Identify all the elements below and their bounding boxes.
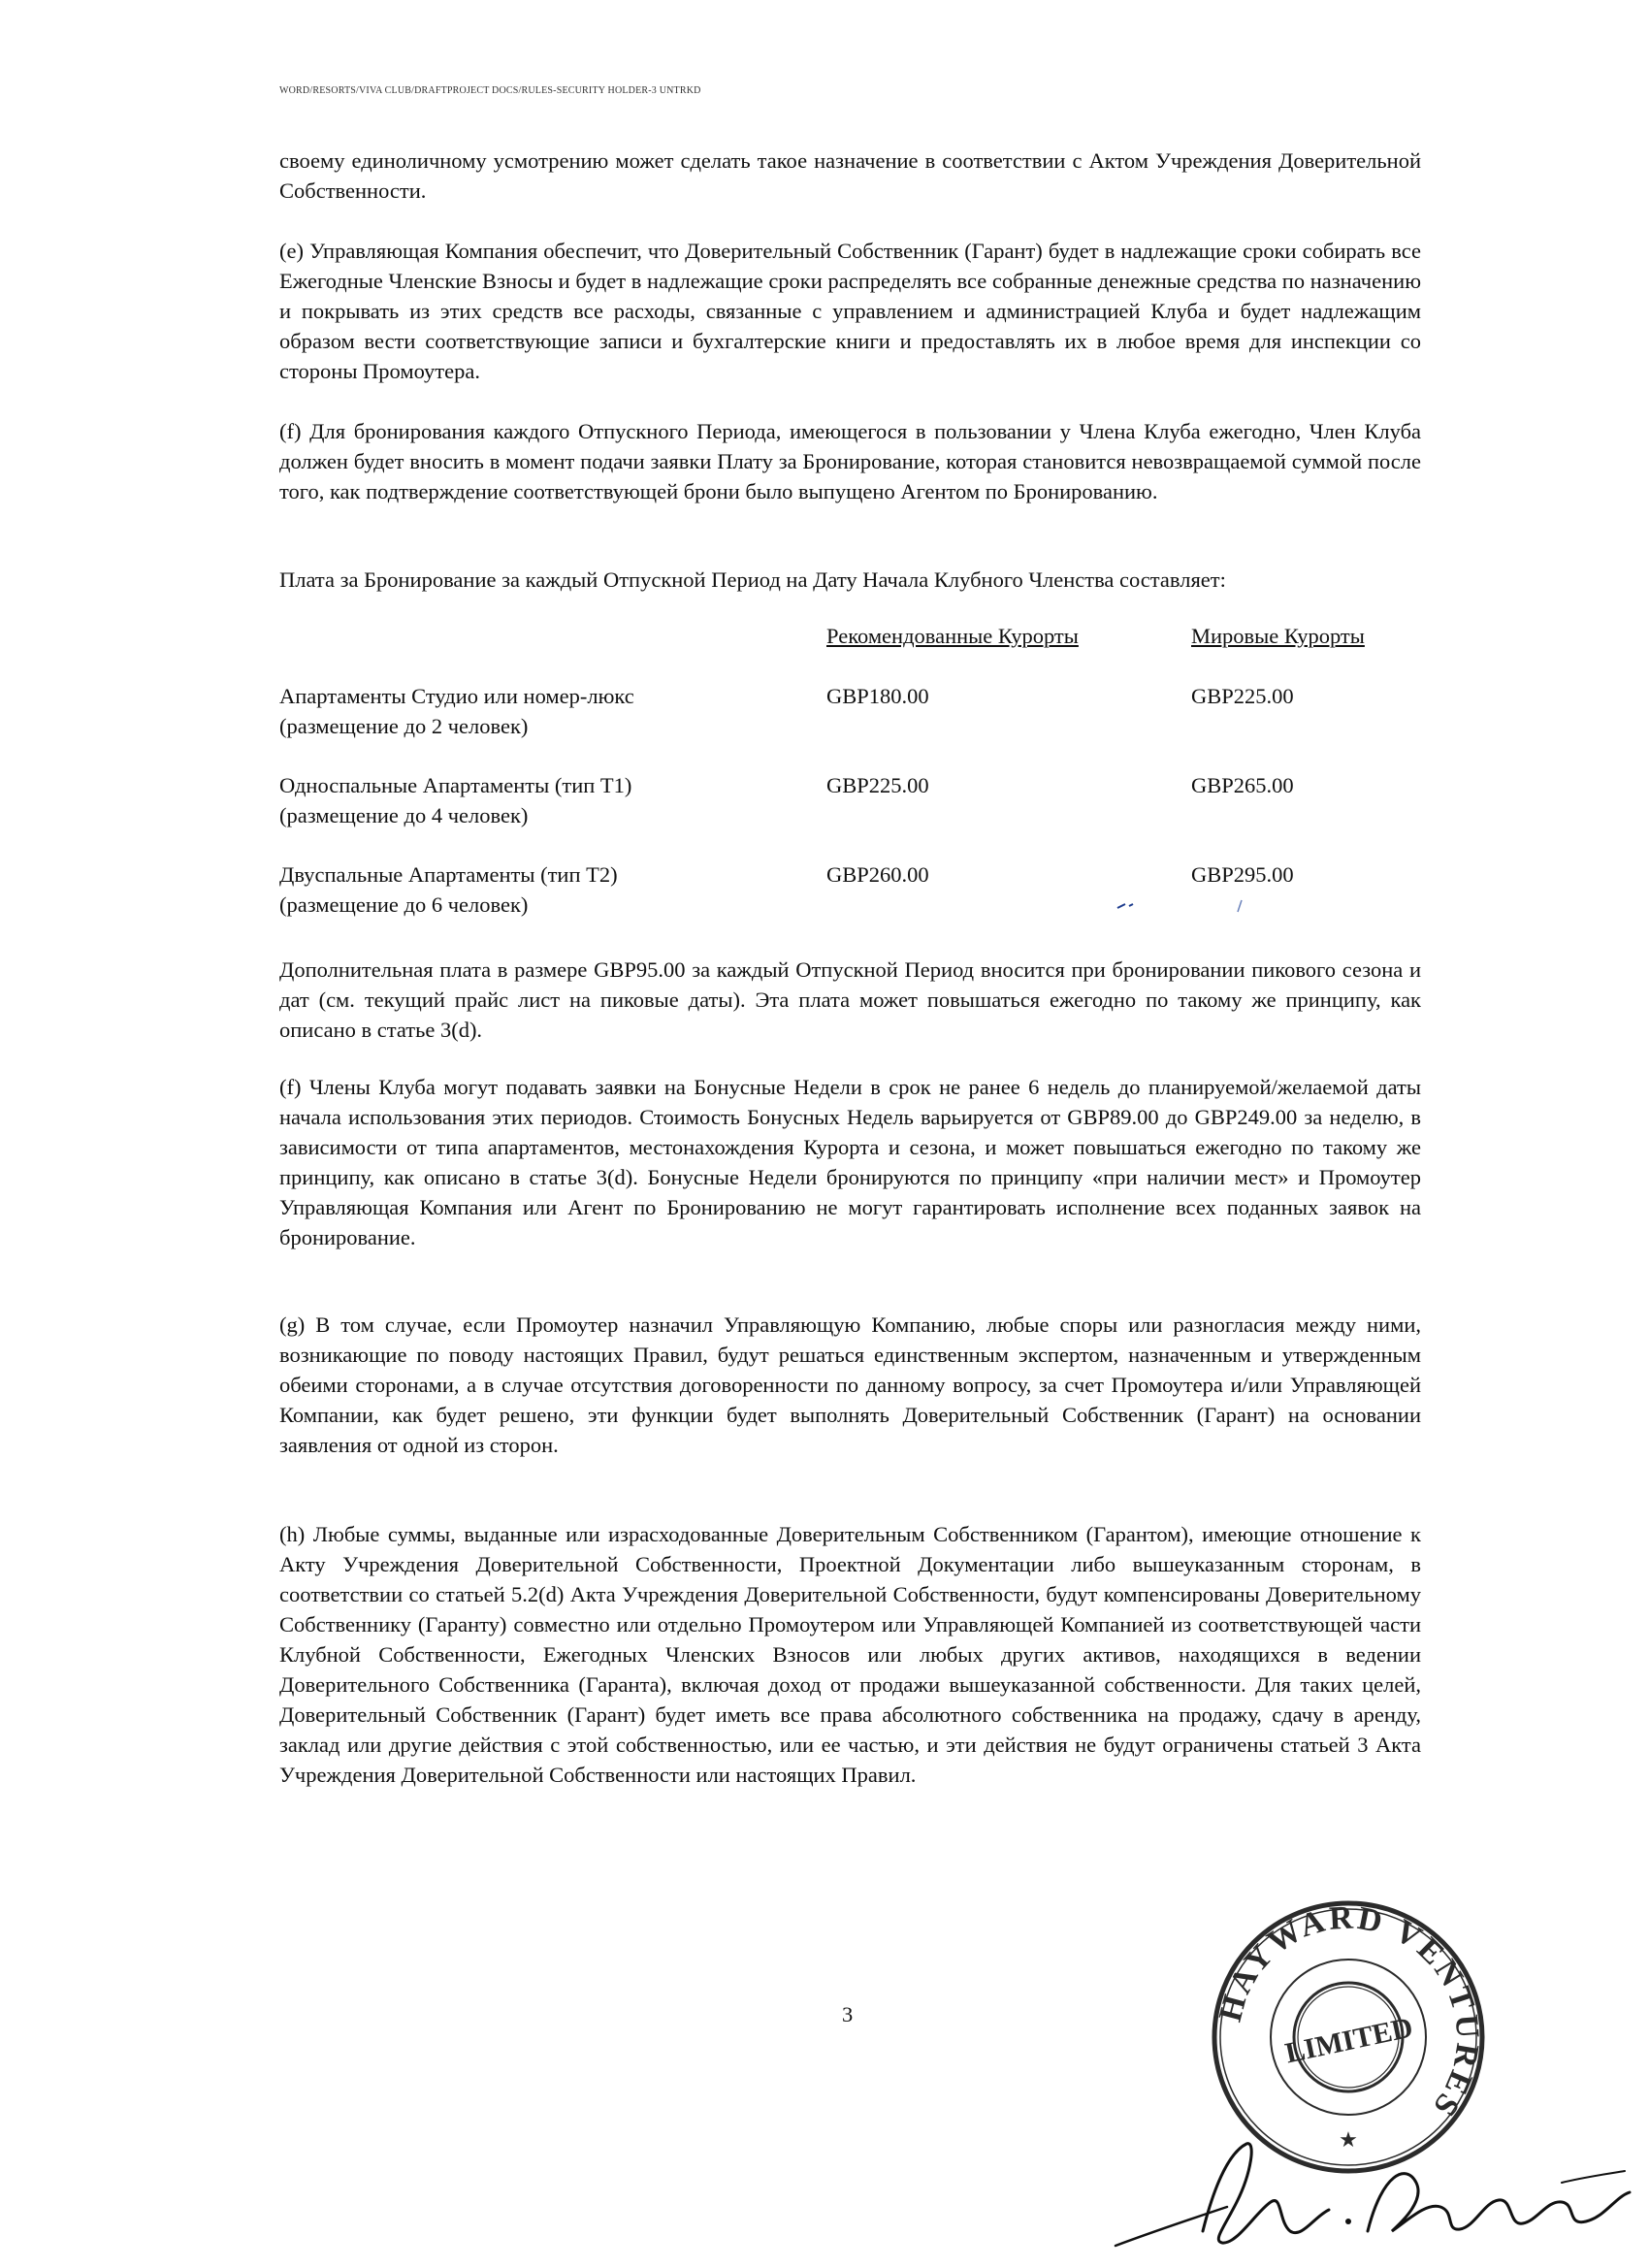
column-header-world-resorts: Мировые Курорты <box>1191 624 1365 648</box>
fee-row-studio <box>279 681 1421 743</box>
paragraph-h: (h) Любые суммы, выданные или израсходованные Доверительным Собственником (Гарантом), имеющие отношение к Акту Учреждения Доверительной Собственности, Проектной Документации либо вышеуказанным сторонам, в соответствии со статьей 5.2(d) Акта Учреждения Доверительной Собственности, будут компенсированы Доверительному Собственнику (Гаранту) совместно или отдельно Промоутером или Управляющей Компанией из соответствующей части Клубной Собственности, Ежегодных Членских Взносов или любых других активов, находящихся в ведении Доверительного Собственника (Гаранта), включая доход от продажи вышеуказанной собственности. Для таких целей, Доверительный Собственник (Гарант) будет иметь все права абсолютного собственника на продажу, сдачу в аренду, заклад или другие действия с этой собственностью, или ее частью, и эти действия не будут ограничены статьей 3 Акта Учреждения Доверительной Собственности или настоящих Правил. <box>279 1522 1421 1787</box>
fee-world-value: GBP295.00 <box>1191 862 1294 887</box>
fee-recommended-value: GBP260.00 <box>826 862 929 887</box>
column-header-recommended-resorts: Рекомендованные Курорты <box>826 624 1079 648</box>
fee-row-label: Односпальные Апартаменты (тип Т1) (размещение до 4 человек) <box>279 773 632 827</box>
paragraph-peak-surcharge: Дополнительная плата в размере GBP95.00 за каждый Отпускной Период вносится при бронировании пикового сезона и дат (см. текущий прайс лист на пиковые даты). Эта плата может повышаться ежегодно по такому же принципу, как описано в статье 3(d). <box>279 957 1421 1042</box>
ink-marks <box>1116 892 1261 931</box>
fee-world-value: GBP265.00 <box>1191 773 1294 797</box>
document-header-path: WORD/RESORTS/VIVA CLUB/DRAFTPROJECT DOCS/RULES-SECURITY HOLDER-3 UNTRKD <box>279 85 701 96</box>
fee-row-label: Апартаменты Студио или номер-люкс (размещение до 2 человек) <box>279 684 634 738</box>
paragraph-continuation: своему единоличному усмотрению может сделать такое назначение в соответствии с Актом Учреждения Доверительной Собственности. <box>279 148 1421 203</box>
paragraph-e: (е) Управляющая Компания обеспечит, что Доверительный Собственник (Гарант) будет в надлежащие сроки собирать все Ежегодные Членские Взносы и будет в надлежащие сроки распределять все собранные денежные средства по назначению и покрывать из этих средств все расходы, связанные с управлением и администрацией Клуба и будет надлежащим образом вести соответствующие записи и бухгалтерские книги и предоставлять их в любое время для инспекции со стороны Промоутера. <box>279 239 1421 383</box>
paragraph-g: (g) В том случае, если Промоутер назначил Управляющую Компанию, любые споры или разногласия между ними, возникающие по поводу настоящих Правил, будут решаться единственным экспертом, назначенным и утвержденным обеими сторонами, а в случае отсутствия договоренности по данному вопросу, за счет Промоутера и/или Управляющей Компании, как будет решено, эти функции будет выполнять Доверительный Собственник (Гарант) на основании заявления от одной из сторон. <box>279 1312 1421 1457</box>
page-number: 3 <box>842 2002 854 2026</box>
svg-text:★: ★ <box>1339 2128 1358 2153</box>
handwritten-signature <box>1057 2086 1639 2268</box>
fee-table-intro: Плата за Бронирование за каждый Отпускной Период на Дату Начала Клубного Членства составляет: <box>279 567 1226 592</box>
svg-text:LIMITED: LIMITED <box>1282 2011 1416 2070</box>
fee-row-t1 <box>279 770 1421 832</box>
paragraph-f-booking: (f) Для бронирования каждого Отпускного Периода, имеющегося в пользовании у Члена Клуба ежегодно, Член Клуба должен будет вносить в момент подачи заявки Плату за Бронирование, которая становится невозвращаемой суммой после того, как подтверждение соответствующей брони было выпущено Агентом по Бронированию. <box>279 419 1421 503</box>
fee-recommended-value: GBP225.00 <box>826 773 929 797</box>
paragraph-f-bonus-weeks: (f) Члены Клуба могут подавать заявки на Бонусные Недели в срок не ранее 6 недель до планируемой/желаемой даты начала использования этих периодов. Стоимость Бонусных Недель варьируется от GBP89.00 до GBP249.00 за неделю, в зависимости от типа апартаментов, местонахождения Курорта и сезона, и может повышаться ежегодно по такому же принципу, как описано в статье 3(d). Бонусные Недели бронируются по принципу «при наличии мест» и Промоутер Управляющая Компания или Агент по Бронированию не могут гарантировать исполнение всех поданных заявок на бронирование. <box>279 1075 1421 1249</box>
fee-world-value: GBP225.00 <box>1191 684 1294 708</box>
fee-recommended-value: GBP180.00 <box>826 684 929 708</box>
svg-text:HAYWARD VENTURES: HAYWARD VENTURES <box>1212 1899 1486 2125</box>
fee-row-label: Двуспальные Апартаменты (тип Т2) (размещение до 6 человек) <box>279 862 618 917</box>
